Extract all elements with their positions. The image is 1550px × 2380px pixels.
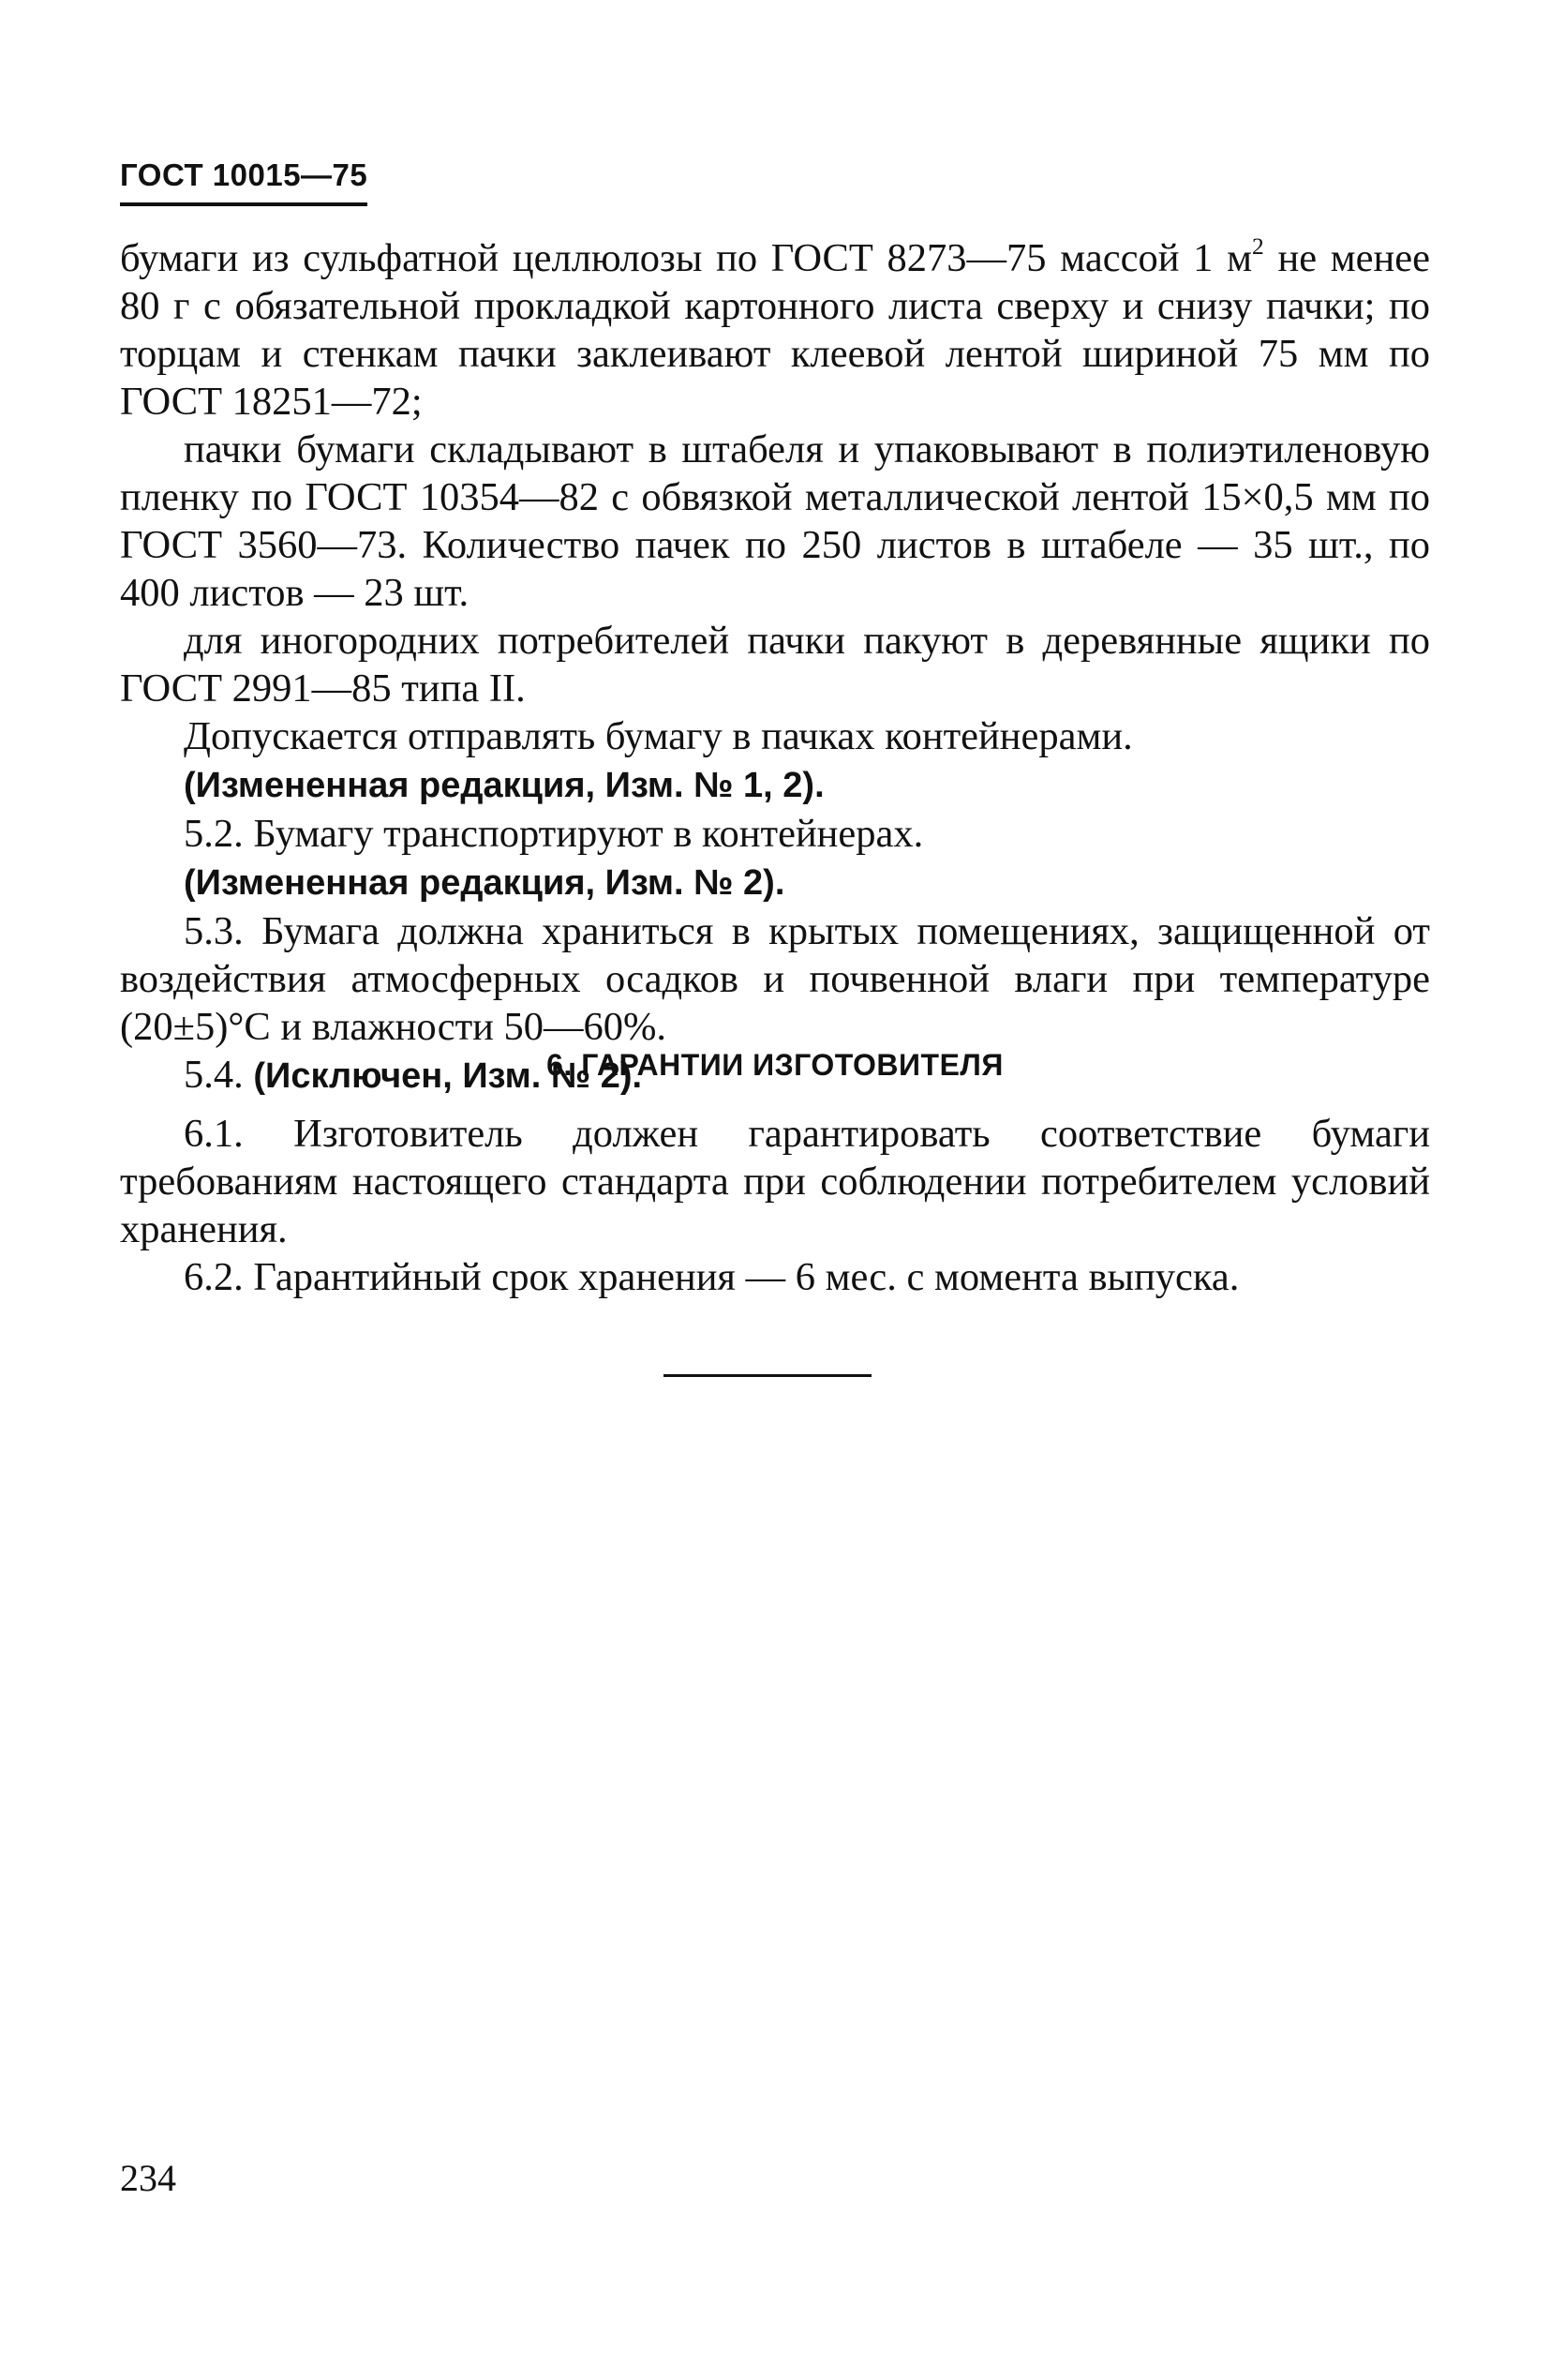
clause-6-1: 6.1. Изготовитель должен гарантировать соответствие бумаги требованиям настоящего стандарта при соблюдении потребителем условий хранения. bbox=[120, 1112, 1430, 1251]
clause-6-2: 6.2. Гарантийный срок хранения — 6 мес. с момента выпуска. bbox=[184, 1255, 1240, 1299]
paragraph-containers-allowed: Допускается отправлять бумагу в пачках контейнерами. bbox=[184, 714, 1133, 758]
section5-continuation bbox=[120, 234, 1430, 1100]
paragraph-stacking: пачки бумаги складывают в штабеля и упаковывают в полиэтиленовую пленку по ГОСТ 10354—82 с обвязкой металлической лентой 15×0,5 мм по ГОСТ 3560—73. Количество пачек по 250 листов в штабеле — 35 шт., по 400 листов — 23 шт. bbox=[120, 427, 1430, 615]
paragraph-text: не менее 80 г с обязательной прокладкой картонного листа сверху и снизу пачки; по торцам и стенкам пачки заклеивают клеевой лентой шириной 75 мм по ГОСТ 18251—72; bbox=[120, 236, 1430, 424]
amendment-note-text: (Исключен, Изм. № 2). bbox=[253, 1056, 643, 1096]
document-header: ГОСТ 10015—75 bbox=[120, 157, 367, 206]
end-divider bbox=[663, 1374, 872, 1377]
page-number: 234 bbox=[120, 2157, 176, 2199]
paragraph-wooden-boxes: для иногородних потребителей пачки пакуют в деревянные ящики по ГОСТ 2991—85 типа II. bbox=[120, 619, 1430, 711]
clause-5-2: 5.2. Бумагу транспортируют в контейнерах. bbox=[184, 812, 924, 856]
superscript: 2 bbox=[1252, 232, 1264, 261]
paragraph-text: бумаги из сульфатной целлюлозы по ГОСТ 8273—75 массой 1 м bbox=[120, 236, 1252, 280]
section6-body bbox=[120, 1110, 1430, 1301]
amendment-note bbox=[120, 760, 1430, 810]
amendment-note-text: (Измененная редакция, Изм. № 1, 2). bbox=[184, 766, 825, 805]
clause-5-3: 5.3. Бумага должна храниться в крытых помещениях, защищенной от воздействия атмосферных осадков и почвенной влаги при температуре (20±5)°С и влажности 50—60%. bbox=[120, 909, 1430, 1049]
document-page bbox=[120, 0, 1430, 2380]
amendment-note bbox=[120, 858, 1430, 907]
clause-number: 5.4. bbox=[184, 1053, 254, 1097]
paragraph-packaging-paper bbox=[120, 234, 1430, 426]
amendment-note-text: (Измененная редакция, Изм. № 2). bbox=[184, 863, 785, 903]
section-title: 6. ГАРАНТИИ ИЗГОТОВИТЕЛЯ bbox=[546, 1048, 1004, 1082]
